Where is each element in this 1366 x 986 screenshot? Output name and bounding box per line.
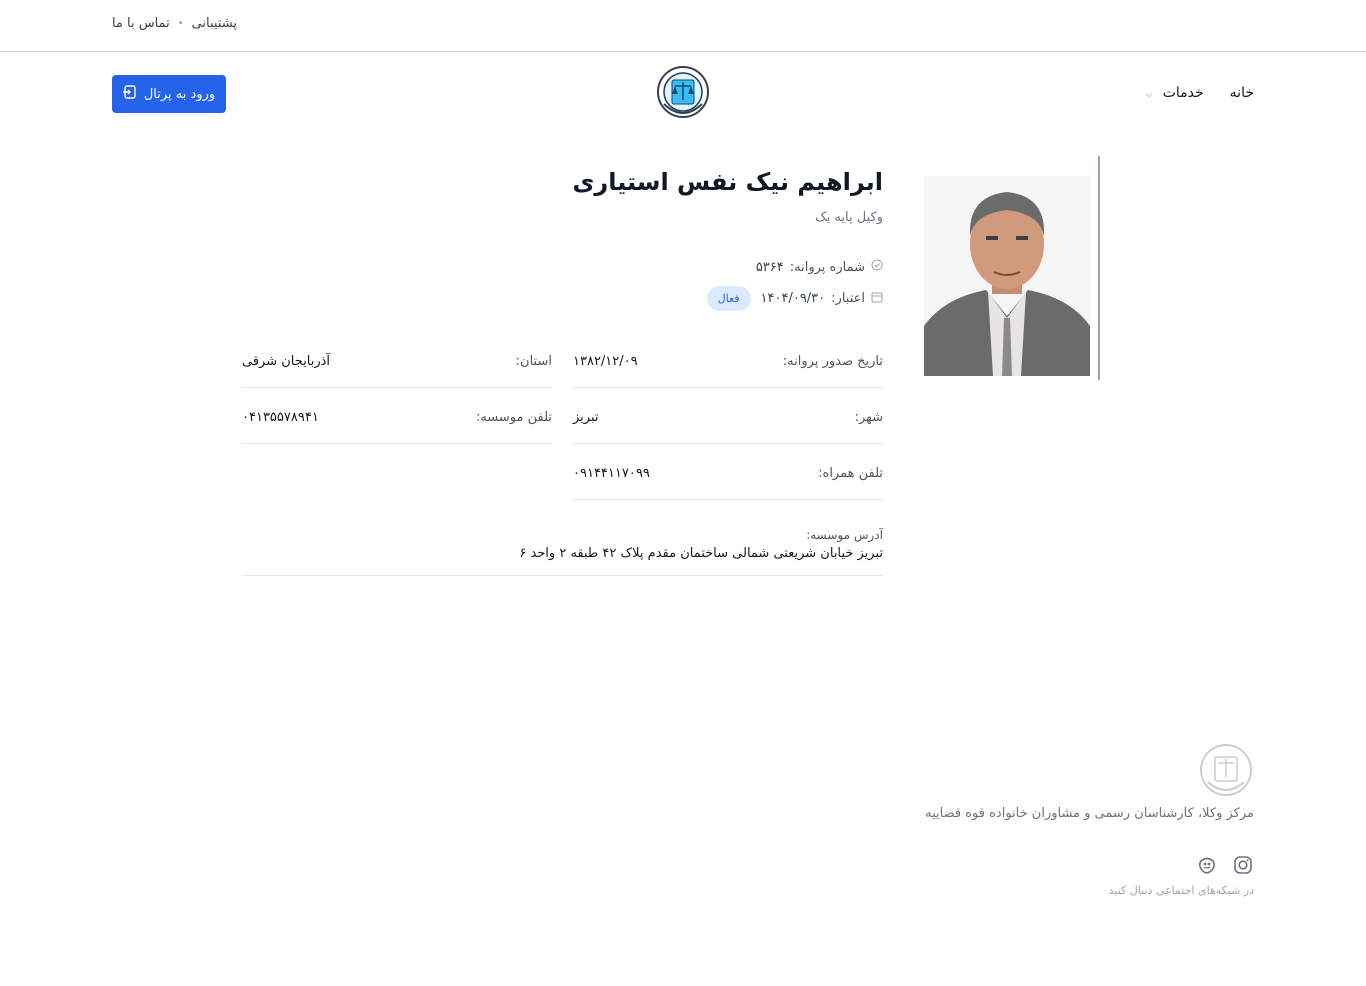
- city-label: شهر:: [854, 410, 883, 425]
- portal-login-button[interactable]: [112, 75, 226, 113]
- address-value: تبریز خیابان شریعتی شمالی ساختمان مقدم پلاک ۴۲ طبقه ۲ واحد ۶: [519, 546, 883, 561]
- address-label: آدرس موسسه:: [806, 528, 883, 542]
- calendar-icon: [871, 291, 883, 307]
- address-field: [242, 528, 883, 576]
- login-icon: [123, 85, 137, 103]
- top-bar: [0, 0, 1366, 52]
- issue-date-label: تاریخ صدور پروانه:: [782, 354, 883, 369]
- nav-services[interactable]: [1145, 85, 1203, 101]
- mobile-value[interactable]: ۰۹۱۴۴۱۱۷۰۹۹: [573, 466, 650, 481]
- issue-date-field: [573, 354, 883, 388]
- validity-date: ۱۴۰۴/۰۹/۳۰: [760, 291, 826, 306]
- lawyer-name: ابراهیم نیک نفس استیاری: [572, 168, 883, 196]
- nav-home[interactable]: خانه: [1229, 85, 1254, 101]
- judiciary-logo[interactable]: [654, 64, 712, 124]
- mobile-field: [573, 466, 883, 500]
- status-badge: فعال: [707, 286, 751, 311]
- header: [0, 52, 1366, 136]
- lawyer-rank: وکیل پایه یک: [815, 210, 883, 225]
- city-value: تبریز: [573, 410, 599, 425]
- province-field: [242, 354, 552, 388]
- province-label: استان:: [515, 354, 552, 369]
- city-field: [573, 410, 883, 444]
- validity-label: اعتبار:: [831, 291, 865, 306]
- province-value: آذربایجان شرقی: [242, 354, 331, 369]
- mobile-label: تلفن همراه:: [818, 466, 883, 481]
- issue-date-value: ۱۳۸۲/۱۲/۰۹: [573, 354, 638, 369]
- support-link[interactable]: پشتیبانی: [191, 16, 237, 31]
- portal-login-label: ورود به پرتال: [143, 86, 216, 102]
- office-phone-label: تلفن موسسه:: [475, 410, 552, 425]
- main-nav: [1145, 85, 1254, 101]
- license-row: [756, 259, 883, 275]
- top-links: [112, 16, 237, 31]
- social-links: [1196, 854, 1254, 876]
- validity-row: [707, 286, 883, 311]
- ita-icon[interactable]: [1196, 854, 1218, 876]
- contact-link[interactable]: تماس با ما: [111, 16, 170, 31]
- chevron-down-icon: ⌵: [1145, 90, 1153, 100]
- office-phone-field: [242, 410, 552, 444]
- license-label: شماره پروانه:: [789, 259, 865, 275]
- nav-services-label: خدمات: [1162, 85, 1204, 101]
- lawyer-photo-frame: [924, 156, 1100, 380]
- footer-title: مرکز وکلا، کارشناسان رسمی و مشاوران خانواده قوه قضاییه: [925, 806, 1254, 821]
- license-number: ۵۳۶۴: [755, 259, 784, 275]
- follow-text: در شبکه‌های اجتماعی دنبال کنید: [1108, 884, 1254, 897]
- instagram-icon[interactable]: [1232, 854, 1254, 876]
- check-circle-icon: [871, 259, 883, 275]
- lawyer-photo: [924, 176, 1090, 376]
- office-phone-value[interactable]: ۰۴۱۳۵۵۷۸۹۴۱: [242, 410, 319, 425]
- separator-dot: •: [177, 18, 184, 29]
- footer-logo: [1198, 742, 1254, 798]
